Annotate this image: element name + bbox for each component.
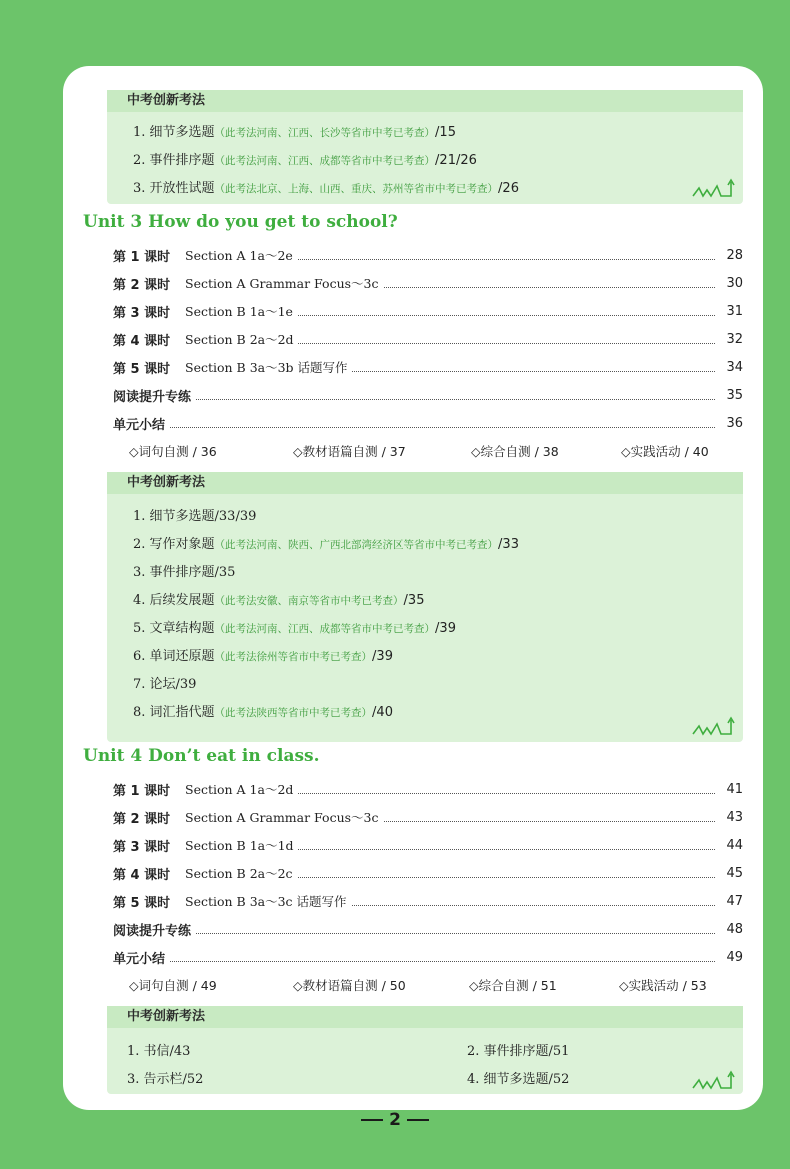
box-header: 中考创新考法 (107, 90, 743, 112)
exam-methods-box-1 (107, 90, 743, 204)
method-item[interactable]: 2. 事件排序题（此考法河南、江西、成都等省市中考已考查）/21/26 (133, 153, 477, 168)
lesson-row[interactable]: 第 5 课时 Section B 3a～3c 话题写作 47 (113, 894, 743, 911)
self-test-item[interactable]: ◇教材语篇自测 / 37 (293, 444, 406, 459)
method-item[interactable]: 1. 细节多选题/33/39 (133, 509, 257, 524)
method-item[interactable]: 2. 写作对象题（此考法河南、陕西、广西北部湾经济区等省市中考已考查）/33 (133, 537, 519, 552)
self-test-row (129, 442, 763, 462)
reading-row[interactable]: 阅读提升专练 35 (113, 388, 743, 405)
exam-methods-box-2 (107, 472, 743, 742)
lesson-row[interactable]: 第 4 课时 Section B 2a～2d 32 (113, 332, 743, 349)
lesson-row[interactable]: 第 5 课时 Section B 3a～3b 话题写作 34 (113, 360, 743, 377)
exam-methods-box-3 (107, 1006, 743, 1094)
method-item[interactable]: 5. 文章结构题（此考法河南、江西、成都等省市中考已考查）/39 (133, 621, 456, 636)
self-test-item[interactable]: ◇实践活动 / 53 (619, 978, 707, 993)
squiggle-arrow-icon (691, 1070, 739, 1092)
method-item[interactable]: 3. 事件排序题/35 (133, 565, 236, 580)
lesson-row[interactable]: 第 2 课时 Section A Grammar Focus～3c 43 (113, 810, 743, 827)
self-test-item[interactable]: ◇综合自测 / 38 (471, 444, 559, 459)
method-item[interactable]: 6. 单词还原题（此考法徐州等省市中考已考查）/39 (133, 649, 393, 664)
toc-page (63, 66, 763, 1110)
method-item[interactable]: 3. 开放性试题（此考法北京、上海、山西、重庆、苏州等省市中考已考查）/26 (133, 181, 519, 196)
lesson-row[interactable]: 第 1 课时 Section A 1a～2e 28 (113, 248, 743, 265)
method-item[interactable]: 8. 词汇指代题（此考法陕西等省市中考已考查）/40 (133, 705, 393, 720)
self-test-row (129, 976, 763, 996)
method-item[interactable]: 1. 书信/43 (127, 1044, 191, 1059)
reading-row[interactable]: 阅读提升专练 48 (113, 922, 743, 939)
box-header: 中考创新考法 (107, 472, 743, 494)
method-item[interactable]: 2. 事件排序题/51 (467, 1044, 570, 1059)
page-number: 2 (0, 1110, 790, 1130)
self-test-item[interactable]: ◇综合自测 / 51 (469, 978, 557, 993)
squiggle-arrow-icon (691, 716, 739, 738)
method-item[interactable]: 4. 后续发展题（此考法安徽、南京等省市中考已考查）/35 (133, 593, 425, 608)
summary-row[interactable]: 单元小结 36 (113, 416, 743, 433)
summary-row[interactable]: 单元小结 49 (113, 950, 743, 967)
lesson-row[interactable]: 第 1 课时 Section A 1a～2d 41 (113, 782, 743, 799)
method-item[interactable]: 3. 告示栏/52 (127, 1072, 204, 1087)
unit-3-title: Unit 3 How do you get to school? (83, 212, 398, 232)
lesson-row[interactable]: 第 3 课时 Section B 1a～1e 31 (113, 304, 743, 321)
lesson-row[interactable]: 第 3 课时 Section B 1a～1d 44 (113, 838, 743, 855)
self-test-item[interactable]: ◇词句自测 / 49 (129, 978, 217, 993)
unit-4-title: Unit 4 Don’t eat in class. (83, 746, 320, 766)
method-item[interactable]: 7. 论坛/39 (133, 677, 197, 692)
self-test-item[interactable]: ◇实践活动 / 40 (621, 444, 709, 459)
self-test-item[interactable]: ◇教材语篇自测 / 50 (293, 978, 406, 993)
box-header: 中考创新考法 (107, 1006, 743, 1028)
self-test-item[interactable]: ◇词句自测 / 36 (129, 444, 217, 459)
method-item[interactable]: 4. 细节多选题/52 (467, 1072, 570, 1087)
lesson-row[interactable]: 第 4 课时 Section B 2a～2c 45 (113, 866, 743, 883)
lesson-row[interactable]: 第 2 课时 Section A Grammar Focus～3c 30 (113, 276, 743, 293)
method-item[interactable]: 1. 细节多选题（此考法河南、江西、长沙等省市中考已考查）/15 (133, 125, 456, 140)
squiggle-arrow-icon (691, 178, 739, 200)
